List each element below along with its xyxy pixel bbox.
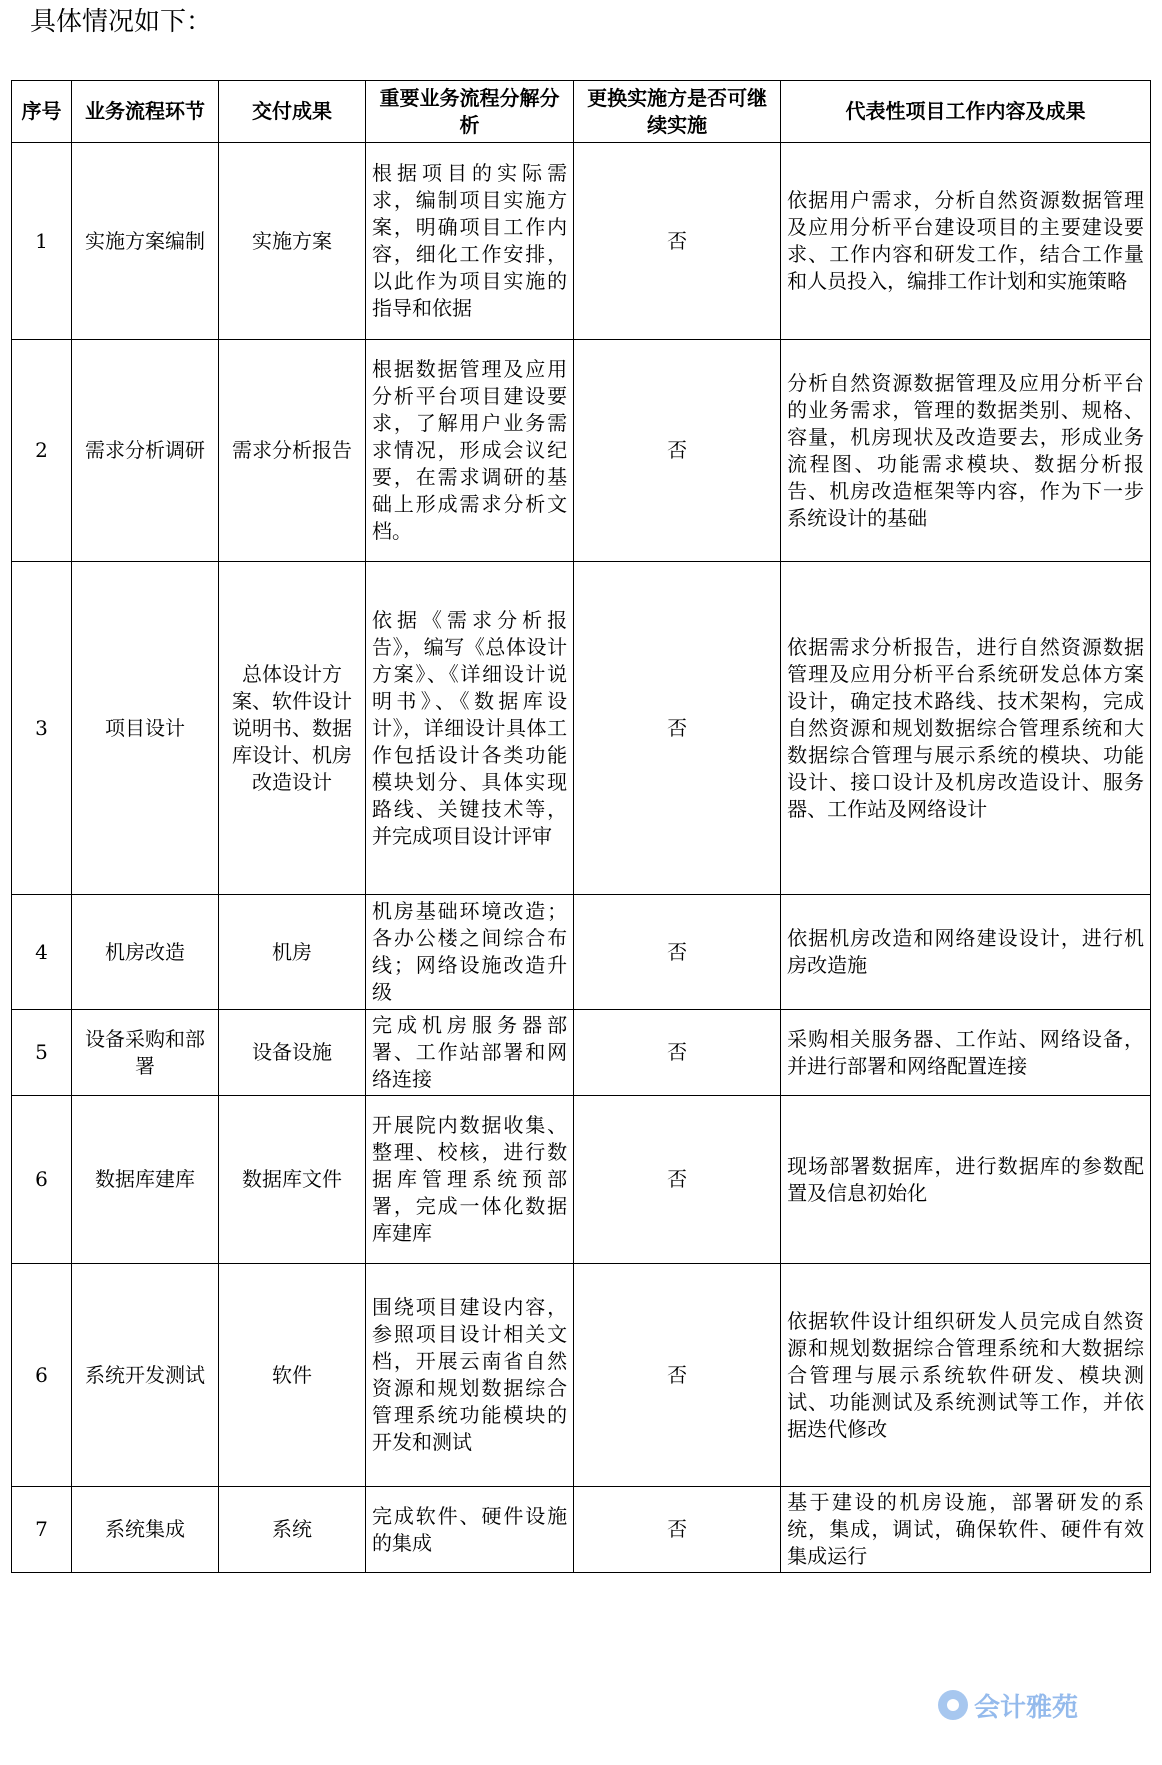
row-content: 基于建设的机房设施，部署研发的系统，集成，调试，确保软件、硬件有效集成运行 (781, 1487, 1151, 1573)
table-header-row (12, 81, 1151, 143)
row-breakdown: 根据数据管理及应用分析平台项目建设要求，了解用户业务需求情况，形成会议纪要，在需求调研的基础上形成需求分析文档。 (366, 340, 574, 562)
row-replaceable: 否 (574, 1096, 781, 1264)
row-replaceable: 否 (574, 1264, 781, 1487)
row-content: 依据需求分析报告，进行自然资源数据管理及应用分析平台系统研发总体方案设计，确定技术路线、技术架构，完成自然资源和规划数据综合管理系统和大数据综合管理与展示系统的模块、功能设计、接口设计及机房改造设计、服务器、工作站及网络设计 (781, 562, 1151, 895)
table-row (12, 562, 1151, 895)
row-content: 依据用户需求，分析自然资源数据管理及应用分析平台建设项目的主要建设要求、工作内容和研发工作，结合工作量和人员投入，编排工作计划和实施策略 (781, 143, 1151, 340)
row-no: 6 (12, 1096, 72, 1264)
row-stage: 实施方案编制 (71, 143, 218, 340)
row-no: 4 (12, 895, 72, 1010)
header-replaceable: 更换实施方是否可继续实施 (574, 81, 781, 143)
row-deliverable: 实施方案 (218, 143, 365, 340)
row-breakdown: 根据项目的实际需求，编制项目实施方案，明确项目工作内容，细化工作安排，以此作为项目实施的指导和依据 (366, 143, 574, 340)
row-content: 现场部署数据库，进行数据库的参数配置及信息初始化 (781, 1096, 1151, 1264)
table-row (12, 1010, 1151, 1096)
row-deliverable: 软件 (218, 1264, 365, 1487)
header-stage: 业务流程环节 (71, 81, 218, 143)
row-breakdown: 围绕项目建设内容，参照项目设计相关文档，开展云南省自然资源和规划数据综合管理系统功能模块的开发和测试 (366, 1264, 574, 1487)
row-breakdown: 依据《需求分析报告》，编写《总体设计方案》、《详细设计说明书》、《数据库设计》，详细设计具体工作包括设计各类功能模块划分、具体实现路线、关键技术等，并完成项目设计评审 (366, 562, 574, 895)
row-deliverable: 总体设计方案、软件设计说明书、数据库设计、机房改造设计 (218, 562, 365, 895)
business-process-table (11, 80, 1151, 1573)
circle-logo-icon (938, 1690, 968, 1720)
table-row (12, 1096, 1151, 1264)
row-breakdown: 完成机房服务器部署、工作站部署和网络连接 (366, 1010, 574, 1096)
row-stage: 设备采购和部署 (71, 1010, 218, 1096)
row-stage: 项目设计 (71, 562, 218, 895)
row-content: 分析自然资源数据管理及应用分析平台的业务需求，管理的数据类别、规格、容量，机房现状及改造要去，形成业务流程图、功能需求模块、数据分析报告、机房改造框架等内容，作为下一步系统设计的基础 (781, 340, 1151, 562)
watermark-text: 会计雅苑 (974, 1692, 1079, 1723)
table-row (12, 1264, 1151, 1487)
row-stage: 数据库建库 (71, 1096, 218, 1264)
table-row (12, 895, 1151, 1010)
row-no: 3 (12, 562, 72, 895)
table-row (12, 340, 1151, 562)
row-replaceable: 否 (574, 1010, 781, 1096)
row-no: 7 (12, 1487, 72, 1573)
header-breakdown: 重要业务流程分解分析 (366, 81, 574, 143)
row-stage: 机房改造 (71, 895, 218, 1010)
row-stage: 系统集成 (71, 1487, 218, 1573)
header-content: 代表性项目工作内容及成果 (781, 81, 1151, 143)
row-breakdown: 机房基础环境改造；各办公楼之间综合布线；网络设施改造升级 (366, 895, 574, 1010)
row-replaceable: 否 (574, 562, 781, 895)
header-no: 序号 (12, 81, 72, 143)
row-replaceable: 否 (574, 1487, 781, 1573)
row-replaceable: 否 (574, 895, 781, 1010)
header-deliverable: 交付成果 (218, 81, 365, 143)
row-deliverable: 系统 (218, 1487, 365, 1573)
row-content: 依据软件设计组织研发人员完成自然资源和规划数据综合管理系统和大数据综合管理与展示系统软件研发、模块测试、功能测试及系统测试等工作，并依据迭代修改 (781, 1264, 1151, 1487)
watermark (938, 1688, 1148, 1722)
row-deliverable: 机房 (218, 895, 365, 1010)
intro-text: 具体情况如下： (30, 7, 213, 37)
table-row (12, 1487, 1151, 1573)
row-stage: 需求分析调研 (71, 340, 218, 562)
row-content: 依据机房改造和网络建设设计，进行机房改造施 (781, 895, 1151, 1010)
row-no: 6 (12, 1264, 72, 1487)
row-no: 2 (12, 340, 72, 562)
row-no: 5 (12, 1010, 72, 1096)
row-breakdown: 开展院内数据收集、整理、校核，进行数据库管理系统预部署，完成一体化数据库建库 (366, 1096, 574, 1264)
table-row (12, 143, 1151, 340)
row-replaceable: 否 (574, 340, 781, 562)
row-breakdown: 完成软件、硬件设施的集成 (366, 1487, 574, 1573)
row-deliverable: 设备设施 (218, 1010, 365, 1096)
row-content: 采购相关服务器、工作站、网络设备，并进行部署和网络配置连接 (781, 1010, 1151, 1096)
row-deliverable: 需求分析报告 (218, 340, 365, 562)
row-deliverable: 数据库文件 (218, 1096, 365, 1264)
row-replaceable: 否 (574, 143, 781, 340)
row-no: 1 (12, 143, 72, 340)
row-stage: 系统开发测试 (71, 1264, 218, 1487)
